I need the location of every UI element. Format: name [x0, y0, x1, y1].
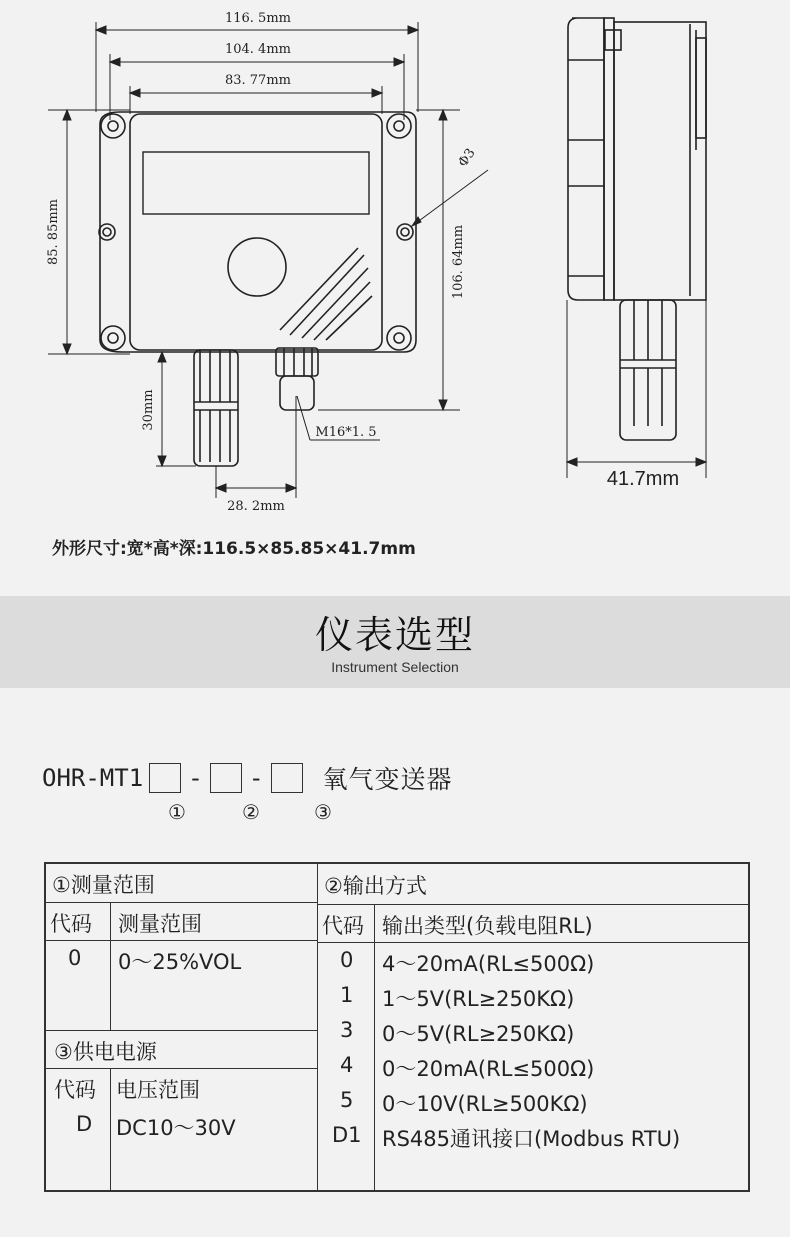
sec2-row-value: 1～5V(RL≥250KΩ)	[382, 987, 575, 1011]
selection-table	[44, 862, 750, 1192]
dim-inner-width: 83. 77mm	[224, 73, 292, 88]
product-name: 氧气变送器	[322, 765, 453, 794]
banner-subtitle: Instrument Selection	[331, 659, 459, 675]
slot-marker-2: ②	[242, 800, 260, 824]
dim-right-height: 106. 64mm	[451, 224, 466, 300]
slot-marker-1: ①	[168, 800, 186, 824]
sec2-row-value: 0～20mA(RL≤500Ω)	[382, 1057, 595, 1081]
dim-probe-spacing: 28. 2mm	[227, 499, 285, 514]
model-code	[42, 760, 453, 796]
dim-hole: Φ3	[455, 145, 479, 171]
sec2-row-value: RS485通讯接口(Modbus RTU)	[382, 1127, 681, 1151]
sec2-row-code: 0	[340, 948, 354, 972]
section-banner	[0, 596, 790, 688]
sec2-row-value: 4～20mA(RL≤500Ω)	[382, 952, 595, 976]
sec2-row-code: 4	[340, 1053, 354, 1077]
model-slot-3	[271, 763, 303, 793]
sec2-row-value: 0～5V(RL≥250KΩ)	[382, 1022, 575, 1046]
dim-depth: 41.7mm	[606, 468, 680, 490]
section-2-title: ②输出方式	[324, 874, 427, 898]
sec2-row-code: 3	[340, 1018, 354, 1042]
model-slot-1	[149, 763, 181, 793]
model-prefix: OHR-MT1	[42, 764, 144, 792]
sec2-row-code: 1	[340, 983, 354, 1007]
dim-mount-width: 104. 4mm	[224, 42, 292, 57]
model-dash: -	[251, 764, 261, 792]
section-1-title: ①测量范围	[52, 873, 155, 897]
section-3-title: ③供电电源	[54, 1040, 157, 1064]
sec3-header-code: 代码	[54, 1078, 96, 1102]
dim-probe-length: 30mm	[141, 389, 156, 431]
sec3-row-code: D	[76, 1112, 93, 1136]
sec1-row-value: 0～25%VOL	[118, 950, 242, 974]
sec2-row-code: 5	[340, 1088, 354, 1112]
sec1-row-code: 0	[68, 946, 82, 970]
dim-gland: M16*1. 5	[315, 425, 377, 440]
model-dash: -	[191, 764, 200, 792]
banner-title: 仪表选型	[314, 613, 475, 657]
dimension-summary: 外形尺寸:宽*高*深:116.5×85.85×41.7mm	[52, 539, 416, 559]
housing-outline	[100, 112, 416, 352]
slot-marker-3: ③	[314, 800, 332, 824]
sec2-header-code: 代码	[322, 914, 364, 938]
sec3-header-voltage: 电压范围	[116, 1078, 200, 1102]
dim-overall-width: 116. 5mm	[224, 11, 292, 26]
model-slot-2	[210, 763, 242, 793]
side-view	[568, 18, 706, 440]
sec2-header-output: 输出类型(负载电阻RL)	[382, 914, 593, 938]
dim-left-height: 85. 85mm	[46, 198, 61, 266]
sec1-header-code: 代码	[50, 912, 92, 936]
sec1-header-range: 测量范围	[118, 912, 202, 936]
sec2-row-code: D1	[332, 1123, 362, 1147]
sec3-row-value: DC10～30V	[116, 1116, 236, 1140]
dimension-drawing	[0, 0, 790, 520]
sec2-row-value: 0～10V(RL≥500KΩ)	[382, 1092, 588, 1116]
